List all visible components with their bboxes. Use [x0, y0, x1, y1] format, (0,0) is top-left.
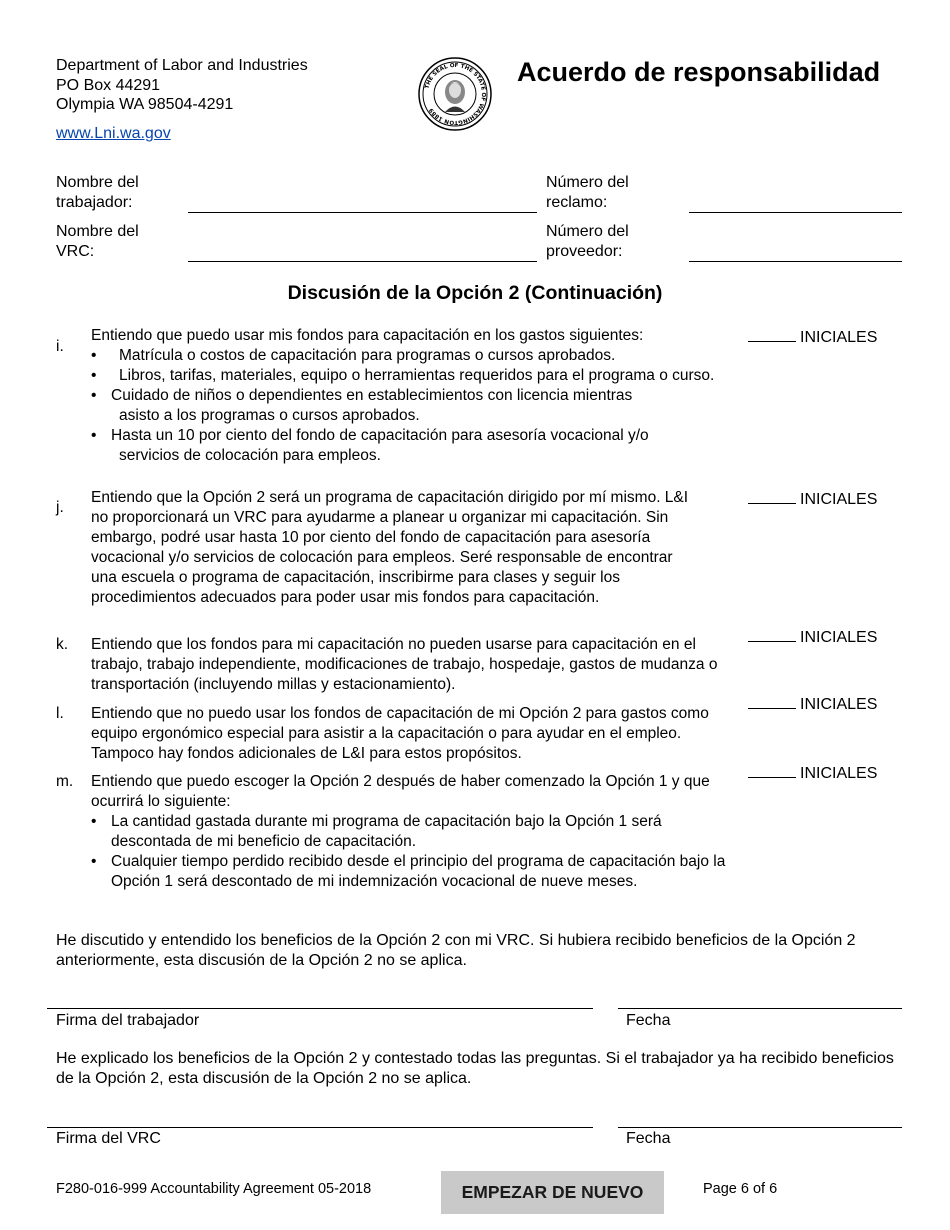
- worker-name-field[interactable]: [188, 212, 537, 213]
- worker-name-label: Nombre del trabajador:: [56, 174, 139, 211]
- worker-date-line[interactable]: [618, 1008, 902, 1009]
- list-item: • Cualquier tiempo perdido recibido desde el principio del programa de capacitación bajo la Opción 1 será descontado de mi indemnización vocacional de nueve meses.: [91, 852, 736, 892]
- page-number: Page 6 of 6: [703, 1181, 778, 1197]
- provider-number-label: Número del proveedor:: [546, 223, 629, 260]
- initials-field[interactable]: [748, 627, 877, 648]
- list-item: • Matrícula o costos de capacitación para programas o cursos aprobados.: [91, 346, 736, 366]
- address-line: Department of Labor and Industries: [56, 57, 308, 74]
- section-title: Discusión de la Opción 2 (Continuación): [287, 282, 663, 304]
- address-line: PO Box 44291: [56, 76, 161, 94]
- worker-statement: He discutido y entendido los beneficios de la Opción 2 con mi VRC. Si hubiera recibido beneficios de la Opción 2 anteriormente, esta discusión de la Opción 2 no se aplica.: [56, 932, 856, 969]
- item-i: [91, 326, 736, 466]
- item-text: Entiendo que los fondos para mi capacitación no pueden usarse para capacitación en el trabajo, trabajo independiente, modificaciones de trabajo, hospedaje, gastos de mudanza o transportación (incluyendo millas y estacionamiento).: [91, 636, 718, 693]
- initials-field[interactable]: [748, 327, 877, 348]
- initials-label: INICIALES: [800, 629, 878, 646]
- form-id: F280-016-999 Accountability Agreement 05-2018: [56, 1181, 372, 1197]
- item-text: Entiendo que no puedo usar los fondos de capacitación de mi Opción 2 para gastos como equipo ergonómico especial para asistir a la capacitación o para ayudar en el empleo. Tampoco hay fondos adicionales de L&I para estos propósitos.: [91, 705, 709, 762]
- item-marker: l.: [56, 705, 64, 722]
- document-title: Acuerdo de responsabilidad: [517, 57, 881, 87]
- initials-blank[interactable]: [748, 327, 796, 342]
- agency-address: [56, 56, 308, 115]
- vrc-signature-label: Firma del VRC: [56, 1130, 161, 1147]
- start-over-button[interactable]: EMPEZAR DE NUEVO: [441, 1171, 664, 1214]
- initials-blank[interactable]: [748, 489, 796, 504]
- list-item: • Libros, tarifas, materiales, equipo o herramientas requeridos para el programa o curso.: [91, 366, 736, 386]
- list-item: • La cantidad gastada durante mi programa de capacitación bajo la Opción 1 será descontada de mi beneficio de capacitación.: [91, 812, 736, 852]
- vrc-statement: He explicado los beneficios de la Opción 2 y contestado todas las preguntas. Si el trabajador ya ha recibido beneficios de la Opción 2, esta discusión de la Opción 2 no se aplica.: [56, 1050, 894, 1087]
- claim-number-field[interactable]: [689, 212, 902, 213]
- initials-label: INICIALES: [800, 329, 878, 346]
- vrc-date-line[interactable]: [618, 1127, 902, 1128]
- item-marker: k.: [56, 636, 69, 653]
- item-marker: m.: [56, 773, 74, 790]
- vrc-name-field[interactable]: [188, 261, 537, 262]
- claim-number-label: Número del reclamo:: [546, 174, 629, 211]
- address-line: Olympia WA 98504-4291: [56, 96, 234, 113]
- initials-field[interactable]: [748, 694, 877, 715]
- item-m: [91, 772, 736, 892]
- seal-text: THE SEAL OF THE STATE OF WASHINGTON 1889: [424, 62, 487, 126]
- initials-blank[interactable]: [748, 694, 796, 709]
- item-text: Entiendo que puedo usar mis fondos para capacitación en los gastos siguientes:: [91, 327, 644, 344]
- vrc-date-label: Fecha: [626, 1130, 671, 1147]
- initials-label: INICIALES: [800, 696, 878, 713]
- worker-signature-line[interactable]: [47, 1008, 593, 1009]
- worker-signature-label: Firma del trabajador: [56, 1012, 200, 1029]
- state-seal-icon: [418, 57, 492, 131]
- website-link[interactable]: www.Lni.wa.gov: [56, 125, 171, 142]
- item-marker: i.: [56, 338, 64, 355]
- initials-blank[interactable]: [748, 763, 796, 778]
- item-text: Entiendo que la Opción 2 será un programa de capacitación dirigido por mí mismo. L&I no proporcionará un VRC para ayudarme a planear u organizar mi capacitación. Sin embargo, podré usar hasta 10 por ciento del fondo de capacitación para asesoría vocacional y/o servicios de colocación para empleos. Seré responsable de encontrar una escuela o programa de capacitación, inscribirme para clases y seguir los procedimientos adecuados para poder usar mis fondos para capacitación.: [91, 489, 689, 606]
- item-marker: j.: [56, 499, 64, 516]
- provider-number-field[interactable]: [689, 261, 902, 262]
- initials-label: INICIALES: [800, 491, 878, 508]
- initials-field[interactable]: [748, 489, 877, 510]
- list-item: • Cuidado de niños o dependientes en establecimientos con licencia mientras asisto a los programas o cursos aprobados.: [91, 386, 736, 426]
- vrc-name-label: Nombre del VRC:: [56, 223, 139, 260]
- list-item: • Hasta un 10 por ciento del fondo de capacitación para asesoría vocacional y/o servicios de colocación para empleos.: [91, 426, 736, 466]
- item-l: [91, 704, 731, 764]
- initials-field[interactable]: [748, 763, 877, 784]
- item-k: [91, 635, 723, 695]
- worker-date-label: Fecha: [626, 1012, 671, 1029]
- item-j: [91, 488, 701, 608]
- item-text: Entiendo que puedo escoger la Opción 2 después de haber comenzado la Opción 1 y que ocurrirá lo siguiente:: [91, 773, 710, 810]
- initials-label: INICIALES: [800, 765, 878, 782]
- vrc-signature-line[interactable]: [47, 1127, 593, 1128]
- initials-blank[interactable]: [748, 627, 796, 642]
